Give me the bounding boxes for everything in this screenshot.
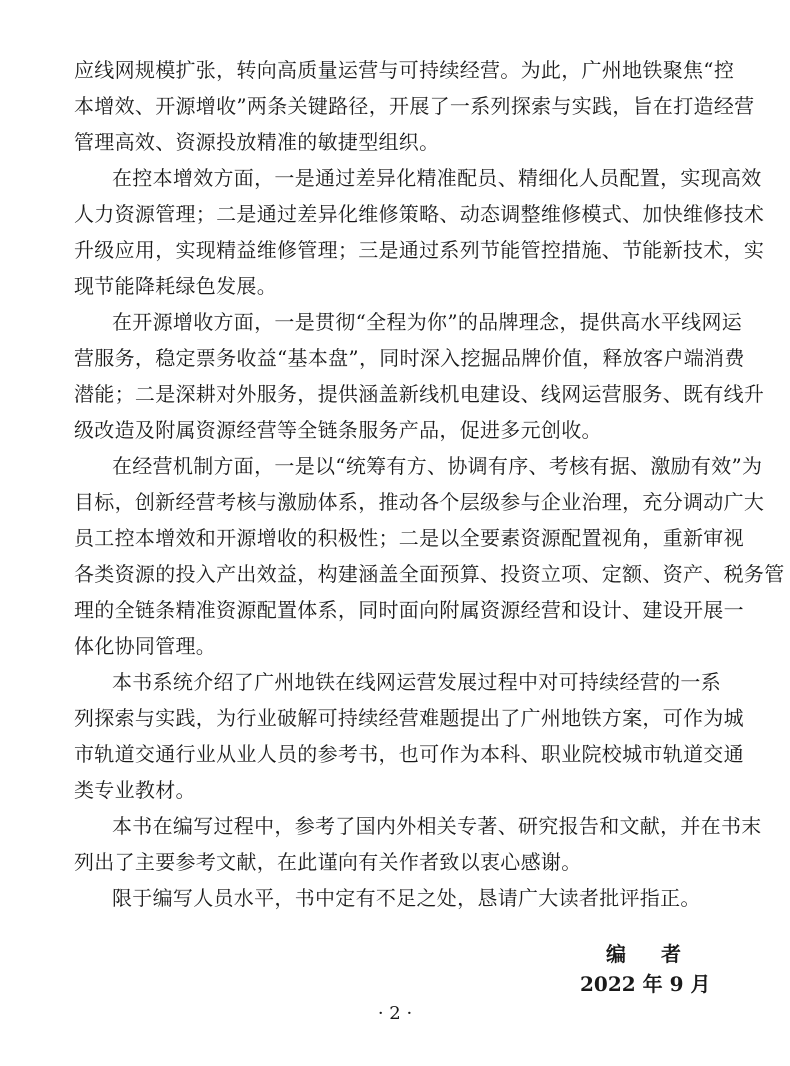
paragraph-line: 潜能；二是深耕对外服务，提供涵盖新线机电建设、线网运营服务、既有线升	[74, 382, 765, 406]
paragraph-line: 管理高效、资源投放精准的敏捷型组织。	[74, 130, 440, 154]
paragraph-line: 列出了主要参考文献，在此谨向有关作者致以衷心感谢。	[74, 850, 582, 874]
paragraph-line: 升级应用，实现精益维修管理；三是通过系列节能管控措施、节能新技术，实	[74, 238, 765, 262]
page-number: · 2 ·	[377, 1003, 413, 1024]
paragraph-line: 体化协同管理。	[74, 634, 217, 658]
paragraph-line: 本增效、开源增收”两条关键路径，开展了一系列探索与实践，旨在打造经营	[74, 94, 755, 118]
paragraph-line: 在控本增效方面，一是通过差异化精准配员、精细化人员配置，实现高效	[112, 166, 762, 190]
paragraph-line: 在经营机制方面，一是以“统筹有方、协调有序、考核有据、激励有效”为	[112, 454, 763, 478]
paragraph-line: 理的全链条精准资源配置体系，同时面向附属资源经营和设计、建设开展一	[74, 598, 744, 622]
paragraph-line: 各类资源的投入产出效益，构建涵盖全面预算、投资立项、定额、资产、税务管	[74, 562, 785, 586]
paragraph-line: 级改造及附属资源经营等全链条服务产品，促进多元创收。	[74, 418, 602, 442]
author-signature: 编 者	[606, 942, 695, 966]
paragraph-line: 限于编写人员水平，书中定有不足之处，恳请广大读者批评指正。	[112, 886, 701, 910]
signature-date: 2022 年 9 月	[580, 972, 711, 996]
paragraph-line: 列探索与实践，为行业破解可持续经营难题提出了广州地铁方案，可作为城	[74, 706, 744, 730]
paragraph-line: 目标，创新经营考核与激励体系，推动各个层级参与企业治理，充分调动广大	[74, 490, 765, 514]
paragraph-line: 类专业教材。	[74, 778, 196, 802]
paragraph-line: 本书在编写过程中，参考了国内外相关专著、研究报告和文献，并在书末	[112, 814, 762, 838]
paragraph-line: 营服务，稳定票务收益“基本盘”，同时深入挖掘品牌价值，释放客户端消费	[74, 346, 745, 370]
paragraph-line: 应线网规模扩张，转向高质量运营与可持续经营。为此，广州地铁聚焦“控	[74, 58, 735, 82]
paragraph-line: 在开源增收方面，一是贯彻“全程为你”的品牌理念，提供高水平线网运	[112, 310, 743, 334]
paragraph-line: 现节能降耗绿色发展。	[74, 274, 277, 298]
paragraph-line: 人力资源管理；二是通过差异化维修策略、动态调整维修模式、加快维修技术	[74, 202, 765, 226]
paragraph-line: 员工控本增效和开源增收的积极性；二是以全要素资源配置视角，重新审视	[74, 526, 744, 550]
paragraph-line: 市轨道交通行业从业人员的参考书，也可作为本科、职业院校城市轨道交通	[74, 742, 744, 766]
paragraph-line: 本书系统介绍了广州地铁在线网运营发展过程中对可持续经营的一系	[112, 670, 721, 694]
